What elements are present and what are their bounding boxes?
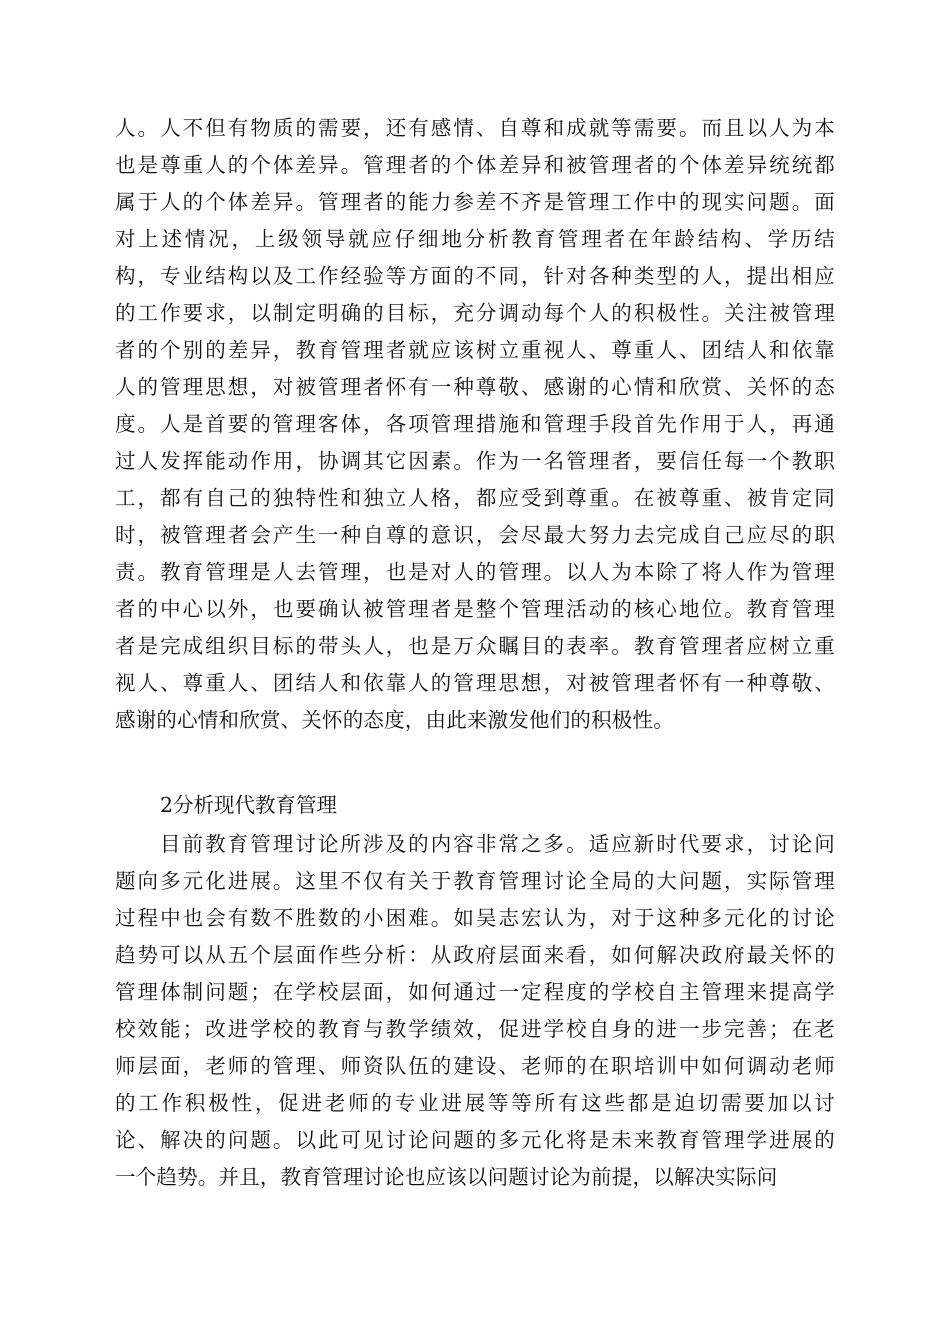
paragraph-line: 对上述情况，上级领导就应仔细地分析教育管理者在年龄结构、学历结 <box>115 227 835 251</box>
paragraph-line: 工，都有自己的独特性和独立人格，都应受到尊重。在被尊重、被肯定同 <box>115 486 835 510</box>
paragraph-line: 目前教育管理讨论所涉及的内容非常之多。适应新时代要求，讨论问 <box>160 832 835 856</box>
paragraph-line: 人。人不但有物质的需要，还有感情、自尊和成就等需要。而且以人为本 <box>115 116 835 140</box>
paragraph-line: 一个趋势。并且，教育管理讨论也应该以问题讨论为前提，以解决实际问 <box>115 1165 778 1189</box>
paragraph-line: 师层面，老师的管理、师资队伍的建设、老师的在职培训中如何调动老师 <box>115 1054 835 1078</box>
paragraph-line: 视人、尊重人、团结人和依靠人的管理思想，对被管理者怀有一种尊敬、 <box>115 671 835 695</box>
paragraph-line: 人的管理思想，对被管理者怀有一种尊敬、感谢的心情和欣赏、关怀的态 <box>115 375 835 399</box>
paragraph-line: 度。人是首要的管理客体，各项管理措施和管理手段首先作用于人，再通 <box>115 412 835 436</box>
paragraph-line: 者是完成组织目标的带头人，也是万众瞩目的表率。教育管理者应树立重 <box>115 634 835 658</box>
paragraph-line: 题向多元化进展。这里不仅有关于教育管理讨论全局的大问题，实际管理 <box>115 869 835 893</box>
paragraph-line: 趋势可以从五个层面作些分析：从政府层面来看，如何解决政府最关怀的 <box>115 943 835 967</box>
paragraph-line: 责。教育管理是人去管理，也是对人的管理。以人为本除了将人作为管理 <box>115 560 835 584</box>
paragraph-line: 的工作积极性，促进老师的专业进展等等所有这些都是迫切需要加以讨 <box>115 1091 835 1115</box>
paragraph-line: 过程中也会有数不胜数的小困难。如吴志宏认为，对于这种多元化的讨论 <box>115 906 835 930</box>
paragraph-line: 感谢的心情和欣赏、关怀的态度，由此来激发他们的积极性。 <box>115 708 674 732</box>
paragraph-line: 属于人的个体差异。管理者的能力参差不齐是管理工作中的现实问题。面 <box>115 190 835 214</box>
paragraph-line: 时，被管理者会产生一种自尊的意识，会尽最大努力去完成自己应尽的职 <box>115 523 835 547</box>
paragraph-modern-education-management <box>115 826 835 1196</box>
paragraph-line: 校效能；改进学校的教育与教学绩效，促进学校自身的进一步完善；在老 <box>115 1017 835 1041</box>
section-heading: 2分析现代教育管理 <box>160 793 338 817</box>
paragraph-line: 过人发挥能动作用，协调其它因素。作为一名管理者，要信任每一个教职 <box>115 449 835 473</box>
paragraph-line: 的工作要求，以制定明确的目标，充分调动每个人的积极性。关注被管理 <box>115 301 835 325</box>
paragraph-people-oriented <box>115 110 835 739</box>
paragraph-line: 论、解决的问题。以此可见讨论问题的多元化将是未来教育管理学进展的 <box>115 1128 835 1152</box>
paragraph-line: 者的中心以外，也要确认被管理者是整个管理活动的核心地位。教育管理 <box>115 597 835 621</box>
paragraph-line: 构，专业结构以及工作经验等方面的不同，针对各种类型的人，提出相应 <box>115 264 835 288</box>
paragraph-line: 也是尊重人的个体差异。管理者的个体差异和被管理者的个体差异统统都 <box>115 153 835 177</box>
paragraph-line: 管理体制问题；在学校层面，如何通过一定程度的学校自主管理来提高学 <box>115 980 835 1004</box>
paragraph-line: 者的个别的差异，教育管理者就应该树立重视人、尊重人、团结人和依靠 <box>115 338 835 362</box>
